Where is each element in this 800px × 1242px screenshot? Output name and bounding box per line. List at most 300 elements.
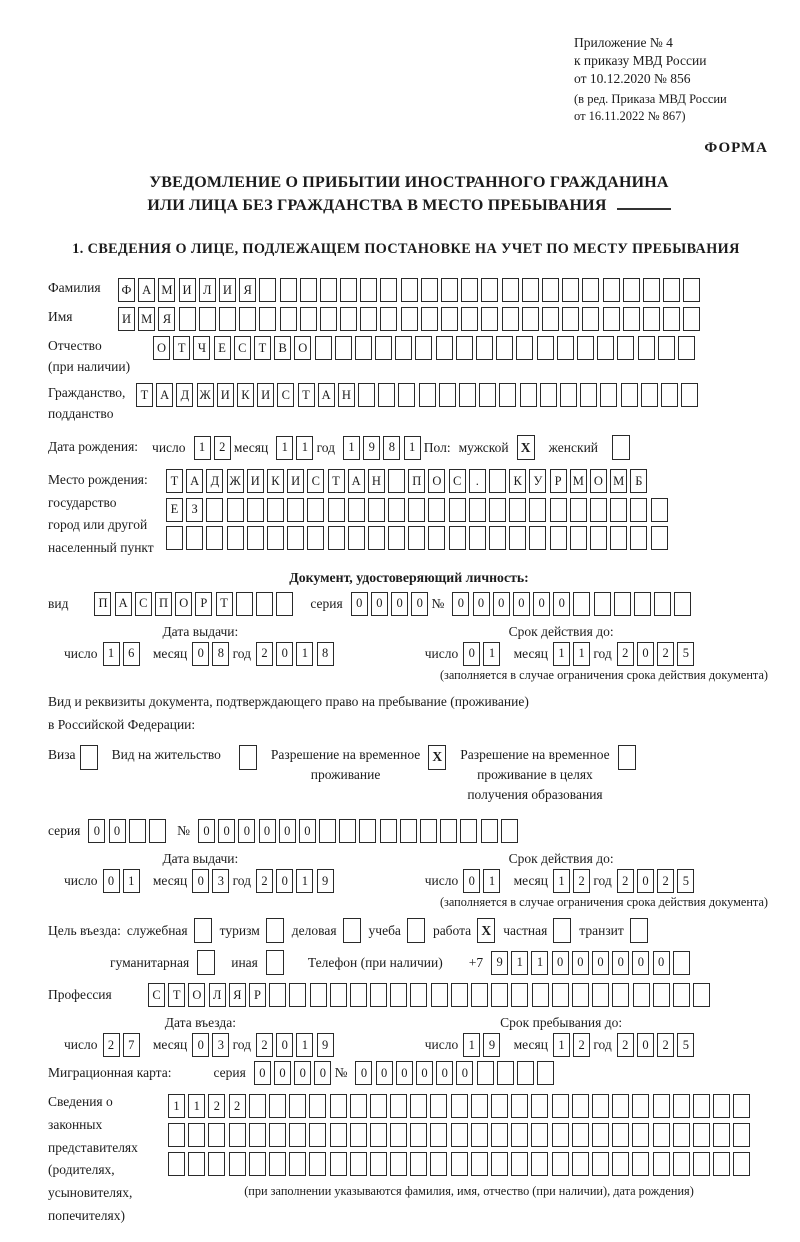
char-cell[interactable] (471, 1123, 488, 1147)
char-cell[interactable] (582, 278, 599, 302)
char-cell[interactable] (449, 498, 466, 522)
char-cell[interactable]: 3 (212, 1033, 229, 1057)
char-cell[interactable]: 2 (214, 436, 231, 460)
char-cell[interactable] (388, 526, 405, 550)
char-cell[interactable]: 0 (192, 642, 209, 666)
char-cell[interactable] (166, 526, 183, 550)
option-temp-residence-checkbox[interactable]: X (428, 745, 446, 770)
char-cell[interactable]: 0 (254, 1061, 271, 1085)
char-cell[interactable] (489, 526, 506, 550)
char-cell[interactable] (451, 1094, 468, 1118)
char-cell[interactable] (410, 983, 427, 1007)
char-cell[interactable] (388, 469, 405, 493)
char-cell[interactable]: И (179, 278, 196, 302)
char-cell[interactable] (520, 383, 537, 407)
char-cell[interactable] (479, 383, 496, 407)
char-cell[interactable] (368, 526, 385, 550)
char-cell[interactable] (179, 307, 196, 331)
char-cell[interactable] (531, 1123, 548, 1147)
char-cell[interactable]: 0 (351, 592, 368, 616)
char-cell[interactable] (594, 592, 611, 616)
char-cell[interactable] (532, 983, 549, 1007)
char-cell[interactable] (632, 1152, 649, 1176)
char-cell[interactable]: 0 (592, 951, 609, 975)
char-cell[interactable]: 0 (238, 819, 255, 843)
char-cell[interactable] (592, 1123, 609, 1147)
char-cell[interactable]: Ф (118, 278, 135, 302)
char-cell[interactable]: 0 (279, 819, 296, 843)
char-cell[interactable] (634, 592, 651, 616)
char-cell[interactable] (693, 983, 710, 1007)
char-cell[interactable] (491, 1152, 508, 1176)
char-cell[interactable] (355, 336, 372, 360)
char-cell[interactable] (471, 983, 488, 1007)
char-cell[interactable] (511, 1123, 528, 1147)
char-cell[interactable] (430, 1152, 447, 1176)
char-cell[interactable] (456, 336, 473, 360)
char-cell[interactable] (461, 307, 478, 331)
char-cell[interactable] (522, 307, 539, 331)
char-cell[interactable]: 5 (677, 1033, 694, 1057)
char-cell[interactable] (610, 498, 627, 522)
char-cell[interactable] (330, 1094, 347, 1118)
char-cell[interactable]: У (529, 469, 546, 493)
char-cell[interactable]: И (247, 469, 264, 493)
char-cell[interactable]: Т (298, 383, 315, 407)
char-cell[interactable] (267, 498, 284, 522)
char-cell[interactable]: М (138, 307, 155, 331)
char-cell[interactable] (390, 1152, 407, 1176)
char-cell[interactable] (630, 498, 647, 522)
char-cell[interactable] (451, 1152, 468, 1176)
char-cell[interactable] (572, 1094, 589, 1118)
char-cell[interactable]: Ж (197, 383, 214, 407)
char-cell[interactable]: Т (168, 983, 185, 1007)
char-cell[interactable] (259, 278, 276, 302)
char-cell[interactable] (315, 336, 332, 360)
char-cell[interactable]: 0 (452, 592, 469, 616)
char-cell[interactable] (358, 383, 375, 407)
purpose-business-checkbox[interactable] (343, 918, 361, 943)
char-cell[interactable] (370, 1152, 387, 1176)
char-cell[interactable] (307, 498, 324, 522)
char-cell[interactable]: 0 (88, 819, 105, 843)
char-cell[interactable] (289, 1152, 306, 1176)
char-cell[interactable]: М (570, 469, 587, 493)
char-cell[interactable]: Т (136, 383, 153, 407)
char-cell[interactable] (537, 1061, 554, 1085)
char-cell[interactable] (229, 1152, 246, 1176)
char-cell[interactable] (673, 951, 690, 975)
char-cell[interactable]: 0 (552, 951, 569, 975)
char-cell[interactable] (733, 1094, 750, 1118)
char-cell[interactable] (572, 1123, 589, 1147)
char-cell[interactable]: И (118, 307, 135, 331)
char-cell[interactable] (256, 592, 273, 616)
char-cell[interactable]: П (155, 592, 172, 616)
char-cell[interactable] (651, 526, 668, 550)
char-cell[interactable] (623, 307, 640, 331)
char-cell[interactable] (612, 1094, 629, 1118)
char-cell[interactable] (280, 278, 297, 302)
char-cell[interactable]: 2 (256, 642, 273, 666)
char-cell[interactable]: 1 (553, 1033, 570, 1057)
char-cell[interactable]: 0 (192, 869, 209, 893)
char-cell[interactable]: 1 (463, 1033, 480, 1057)
char-cell[interactable] (360, 278, 377, 302)
char-cell[interactable] (350, 983, 367, 1007)
char-cell[interactable]: 2 (617, 1033, 634, 1057)
char-cell[interactable] (592, 1152, 609, 1176)
char-cell[interactable]: К (267, 469, 284, 493)
char-cell[interactable] (400, 819, 417, 843)
char-cell[interactable] (522, 278, 539, 302)
char-cell[interactable]: О (153, 336, 170, 360)
char-cell[interactable]: Т (328, 469, 345, 493)
char-cell[interactable] (481, 307, 498, 331)
char-cell[interactable] (713, 1123, 730, 1147)
char-cell[interactable]: 0 (533, 592, 550, 616)
char-cell[interactable] (471, 1094, 488, 1118)
char-cell[interactable] (309, 1123, 326, 1147)
char-cell[interactable] (693, 1152, 710, 1176)
char-cell[interactable] (600, 383, 617, 407)
char-cell[interactable]: 0 (294, 1061, 311, 1085)
char-cell[interactable] (552, 983, 569, 1007)
char-cell[interactable] (227, 526, 244, 550)
char-cell[interactable]: Ч (193, 336, 210, 360)
char-cell[interactable] (632, 1094, 649, 1118)
char-cell[interactable] (562, 307, 579, 331)
char-cell[interactable]: 0 (376, 1061, 393, 1085)
char-cell[interactable]: А (186, 469, 203, 493)
char-cell[interactable] (663, 307, 680, 331)
char-cell[interactable] (491, 1123, 508, 1147)
char-cell[interactable] (496, 336, 513, 360)
char-cell[interactable] (614, 592, 631, 616)
char-cell[interactable]: 1 (553, 869, 570, 893)
char-cell[interactable] (610, 526, 627, 550)
char-cell[interactable]: 2 (103, 1033, 120, 1057)
char-cell[interactable] (419, 383, 436, 407)
char-cell[interactable] (415, 336, 432, 360)
char-cell[interactable] (683, 278, 700, 302)
char-cell[interactable]: 8 (383, 436, 400, 460)
char-cell[interactable] (509, 498, 526, 522)
char-cell[interactable] (390, 983, 407, 1007)
char-cell[interactable]: Л (199, 278, 216, 302)
char-cell[interactable] (590, 526, 607, 550)
char-cell[interactable]: 1 (168, 1094, 185, 1118)
char-cell[interactable] (335, 336, 352, 360)
sex-male-checkbox[interactable]: X (517, 435, 535, 460)
sex-female-checkbox[interactable] (612, 435, 630, 460)
char-cell[interactable] (542, 307, 559, 331)
char-cell[interactable]: Е (166, 498, 183, 522)
char-cell[interactable]: 0 (198, 819, 215, 843)
char-cell[interactable] (643, 307, 660, 331)
char-cell[interactable] (188, 1123, 205, 1147)
char-cell[interactable]: 9 (317, 1033, 334, 1057)
char-cell[interactable] (269, 1152, 286, 1176)
char-cell[interactable] (673, 1123, 690, 1147)
char-cell[interactable]: 2 (256, 1033, 273, 1057)
char-cell[interactable]: 2 (256, 869, 273, 893)
char-cell[interactable] (300, 278, 317, 302)
char-cell[interactable] (658, 336, 675, 360)
char-cell[interactable] (280, 307, 297, 331)
char-cell[interactable] (370, 983, 387, 1007)
char-cell[interactable] (516, 336, 533, 360)
char-cell[interactable] (430, 1094, 447, 1118)
char-cell[interactable]: 0 (572, 951, 589, 975)
char-cell[interactable] (320, 278, 337, 302)
char-cell[interactable]: 9 (491, 951, 508, 975)
char-cell[interactable] (208, 1123, 225, 1147)
char-cell[interactable] (653, 983, 670, 1007)
char-cell[interactable] (380, 819, 397, 843)
char-cell[interactable] (431, 983, 448, 1007)
char-cell[interactable] (289, 983, 306, 1007)
char-cell[interactable] (395, 336, 412, 360)
char-cell[interactable] (560, 383, 577, 407)
char-cell[interactable] (370, 1094, 387, 1118)
char-cell[interactable] (249, 1123, 266, 1147)
char-cell[interactable] (249, 1094, 266, 1118)
char-cell[interactable]: 1 (123, 869, 140, 893)
char-cell[interactable] (633, 983, 650, 1007)
char-cell[interactable] (497, 1061, 514, 1085)
char-cell[interactable] (612, 983, 629, 1007)
char-cell[interactable] (401, 278, 418, 302)
char-cell[interactable] (451, 1123, 468, 1147)
char-cell[interactable]: О (428, 469, 445, 493)
char-cell[interactable] (287, 498, 304, 522)
char-cell[interactable]: Б (630, 469, 647, 493)
char-cell[interactable]: 1 (188, 1094, 205, 1118)
char-cell[interactable] (693, 1123, 710, 1147)
char-cell[interactable] (410, 1123, 427, 1147)
char-cell[interactable] (300, 307, 317, 331)
char-cell[interactable] (597, 336, 614, 360)
char-cell[interactable]: 0 (632, 951, 649, 975)
char-cell[interactable] (603, 278, 620, 302)
char-cell[interactable] (227, 498, 244, 522)
char-cell[interactable] (350, 1152, 367, 1176)
char-cell[interactable]: 0 (637, 869, 654, 893)
char-cell[interactable]: 1 (276, 436, 293, 460)
char-cell[interactable] (552, 1094, 569, 1118)
char-cell[interactable] (477, 1061, 494, 1085)
purpose-tourism-checkbox[interactable] (266, 918, 284, 943)
char-cell[interactable] (390, 1094, 407, 1118)
purpose-work-checkbox[interactable]: X (477, 918, 495, 943)
char-cell[interactable] (375, 336, 392, 360)
char-cell[interactable] (350, 1094, 367, 1118)
char-cell[interactable] (330, 1152, 347, 1176)
char-cell[interactable] (408, 498, 425, 522)
char-cell[interactable] (511, 1094, 528, 1118)
char-cell[interactable] (360, 307, 377, 331)
char-cell[interactable] (319, 819, 336, 843)
char-cell[interactable]: 9 (483, 1033, 500, 1057)
char-cell[interactable]: А (138, 278, 155, 302)
char-cell[interactable]: 0 (463, 869, 480, 893)
char-cell[interactable] (471, 1152, 488, 1176)
char-cell[interactable] (678, 336, 695, 360)
char-cell[interactable]: 0 (192, 1033, 209, 1057)
char-cell[interactable] (378, 383, 395, 407)
char-cell[interactable] (603, 307, 620, 331)
char-cell[interactable] (380, 278, 397, 302)
char-cell[interactable]: 0 (637, 642, 654, 666)
char-cell[interactable]: И (287, 469, 304, 493)
char-cell[interactable] (330, 1123, 347, 1147)
purpose-transit-checkbox[interactable] (630, 918, 648, 943)
char-cell[interactable] (592, 983, 609, 1007)
char-cell[interactable]: 0 (355, 1061, 372, 1085)
char-cell[interactable] (469, 498, 486, 522)
char-cell[interactable] (428, 526, 445, 550)
char-cell[interactable]: 0 (463, 642, 480, 666)
char-cell[interactable]: 0 (436, 1061, 453, 1085)
char-cell[interactable] (348, 526, 365, 550)
char-cell[interactable]: 2 (573, 1033, 590, 1057)
char-cell[interactable] (641, 383, 658, 407)
char-cell[interactable]: Р (195, 592, 212, 616)
char-cell[interactable] (289, 1094, 306, 1118)
char-cell[interactable]: 7 (123, 1033, 140, 1057)
char-cell[interactable] (612, 1152, 629, 1176)
char-cell[interactable]: Я (229, 983, 246, 1007)
char-cell[interactable] (638, 336, 655, 360)
char-cell[interactable] (557, 336, 574, 360)
char-cell[interactable] (269, 983, 286, 1007)
char-cell[interactable]: 2 (208, 1094, 225, 1118)
char-cell[interactable] (481, 819, 498, 843)
char-cell[interactable]: Д (176, 383, 193, 407)
char-cell[interactable] (359, 819, 376, 843)
char-cell[interactable]: 0 (276, 642, 293, 666)
char-cell[interactable] (420, 819, 437, 843)
char-cell[interactable]: 2 (657, 1033, 674, 1057)
char-cell[interactable]: И (217, 383, 234, 407)
char-cell[interactable]: 1 (573, 642, 590, 666)
char-cell[interactable]: Н (338, 383, 355, 407)
char-cell[interactable] (340, 278, 357, 302)
char-cell[interactable]: И (257, 383, 274, 407)
char-cell[interactable] (289, 1123, 306, 1147)
char-cell[interactable] (259, 307, 276, 331)
char-cell[interactable] (328, 498, 345, 522)
char-cell[interactable] (340, 307, 357, 331)
char-cell[interactable] (621, 383, 638, 407)
char-cell[interactable] (542, 278, 559, 302)
char-cell[interactable]: Р (550, 469, 567, 493)
char-cell[interactable] (552, 1152, 569, 1176)
char-cell[interactable]: 0 (391, 592, 408, 616)
char-cell[interactable]: 2 (229, 1094, 246, 1118)
char-cell[interactable]: 0 (612, 951, 629, 975)
char-cell[interactable]: 0 (274, 1061, 291, 1085)
char-cell[interactable] (630, 526, 647, 550)
char-cell[interactable] (517, 1061, 534, 1085)
char-cell[interactable]: А (318, 383, 335, 407)
char-cell[interactable] (401, 307, 418, 331)
char-cell[interactable] (269, 1094, 286, 1118)
char-cell[interactable] (309, 1152, 326, 1176)
char-cell[interactable] (582, 307, 599, 331)
char-cell[interactable] (654, 592, 671, 616)
char-cell[interactable]: М (158, 278, 175, 302)
char-cell[interactable] (531, 1152, 548, 1176)
char-cell[interactable] (511, 1152, 528, 1176)
char-cell[interactable]: 0 (103, 869, 120, 893)
char-cell[interactable] (623, 278, 640, 302)
char-cell[interactable] (129, 819, 146, 843)
char-cell[interactable] (408, 526, 425, 550)
char-cell[interactable]: 0 (473, 592, 490, 616)
char-cell[interactable] (683, 307, 700, 331)
char-cell[interactable] (612, 1123, 629, 1147)
char-cell[interactable] (617, 336, 634, 360)
option-residence-permit-checkbox[interactable] (239, 745, 257, 770)
char-cell[interactable]: 8 (212, 642, 229, 666)
char-cell[interactable]: 0 (276, 1033, 293, 1057)
char-cell[interactable] (368, 498, 385, 522)
char-cell[interactable]: 0 (109, 819, 126, 843)
char-cell[interactable]: 1 (531, 951, 548, 975)
char-cell[interactable]: С (148, 983, 165, 1007)
char-cell[interactable] (206, 498, 223, 522)
char-cell[interactable]: 1 (343, 436, 360, 460)
char-cell[interactable]: З (186, 498, 203, 522)
char-cell[interactable] (149, 819, 166, 843)
char-cell[interactable]: Я (239, 278, 256, 302)
char-cell[interactable] (328, 526, 345, 550)
char-cell[interactable]: Л (209, 983, 226, 1007)
char-cell[interactable]: Ж (227, 469, 244, 493)
char-cell[interactable] (580, 383, 597, 407)
char-cell[interactable] (459, 383, 476, 407)
char-cell[interactable]: С (307, 469, 324, 493)
char-cell[interactable] (269, 1123, 286, 1147)
char-cell[interactable] (681, 383, 698, 407)
char-cell[interactable]: Р (249, 983, 266, 1007)
purpose-other-checkbox[interactable] (266, 950, 284, 975)
char-cell[interactable] (529, 526, 546, 550)
char-cell[interactable] (388, 498, 405, 522)
char-cell[interactable]: К (237, 383, 254, 407)
char-cell[interactable]: Т (173, 336, 190, 360)
char-cell[interactable] (309, 1094, 326, 1118)
char-cell[interactable] (653, 1094, 670, 1118)
char-cell[interactable]: 0 (371, 592, 388, 616)
char-cell[interactable] (651, 498, 668, 522)
char-cell[interactable]: О (590, 469, 607, 493)
char-cell[interactable] (713, 1152, 730, 1176)
char-cell[interactable] (350, 1123, 367, 1147)
char-cell[interactable] (229, 1123, 246, 1147)
char-cell[interactable] (441, 278, 458, 302)
char-cell[interactable]: . (469, 469, 486, 493)
char-cell[interactable] (643, 278, 660, 302)
char-cell[interactable]: А (115, 592, 132, 616)
char-cell[interactable]: 0 (456, 1061, 473, 1085)
char-cell[interactable]: 2 (657, 869, 674, 893)
char-cell[interactable] (390, 1123, 407, 1147)
char-cell[interactable]: С (449, 469, 466, 493)
